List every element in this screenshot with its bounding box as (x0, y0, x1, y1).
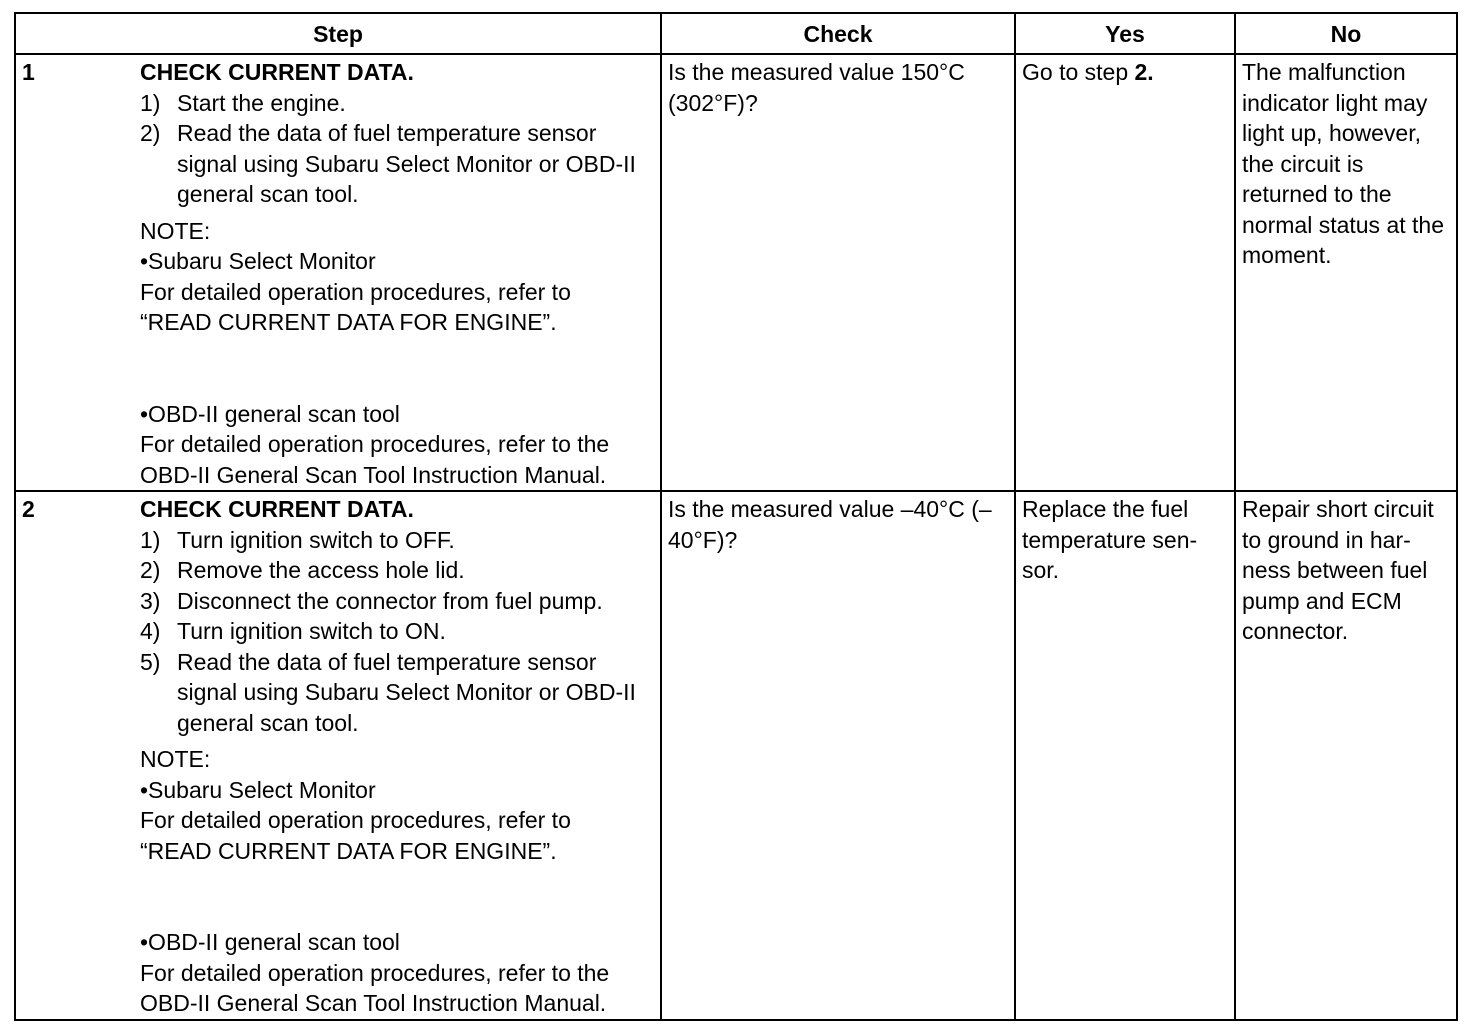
step-cell (15, 54, 661, 491)
step-number: 2 (22, 496, 35, 522)
yes-text (1016, 55, 1234, 88)
note-item-line: “READ CURRENT DATA FOR ENGINE”. (140, 309, 557, 335)
substep-number: 1) (140, 526, 161, 553)
note-item-line: For detailed operation procedures, refer to the (140, 959, 610, 986)
note-item-title: •Subaru Select Monitor (140, 248, 376, 274)
substep (140, 586, 656, 617)
note-item-line: For detailed operation procedures, refer to (140, 807, 571, 833)
note-label: NOTE: (140, 746, 211, 772)
yes-step-ref: 2. (1134, 59, 1154, 85)
no-cell (1235, 54, 1457, 491)
substep (140, 525, 656, 556)
note-item-title: •OBD-II general scan tool (140, 929, 400, 955)
substep (140, 88, 656, 119)
table-row (15, 491, 1457, 1020)
substep-text: Start the engine. (177, 89, 346, 116)
table-row (15, 54, 1457, 491)
substep-number: 4) (140, 618, 161, 644)
note-item-line: OBD-II General Scan Tool Instruction Manual. (140, 461, 607, 488)
yes-cell (1015, 491, 1235, 1020)
check-cell (661, 54, 1015, 491)
substep-text: Read the data of fuel temperature sensor signal using Subaru Select Monitor or OBD-II general scan tool. (177, 648, 636, 736)
note-item-title: •OBD-II general scan tool (140, 400, 400, 427)
note-label: NOTE: (140, 217, 211, 244)
note-item-line: For detailed operation procedures, refer to (140, 278, 571, 305)
substep-number: 5) (140, 648, 161, 675)
substep-text: Turn ignition switch to OFF. (177, 526, 455, 553)
substep-text: Read the data of fuel temperature sensor signal using Subaru Select Monitor or OBD-II general scan tool. (177, 120, 636, 207)
substep-text: Disconnect the connector from fuel pump. (177, 587, 603, 614)
step-title: CHECK CURRENT DATA. (140, 59, 414, 85)
note-item-title: •Subaru Select Monitor (140, 776, 376, 803)
note-item-line: OBD-II General Scan Tool Instruction Manual. (140, 990, 607, 1016)
substep (140, 647, 656, 739)
step-cell (15, 491, 661, 1020)
no-cell (1235, 491, 1457, 1020)
header-yes: Yes (1015, 13, 1235, 54)
check-text: Is the measured value 150°C (302°F)? (668, 59, 965, 116)
step-title: CHECK CURRENT DATA. (140, 496, 414, 522)
diagnostic-table (14, 12, 1458, 1021)
header-check: Check (661, 13, 1015, 54)
yes-text: Replace the fuel temperature sen-sor. (1022, 496, 1198, 583)
substep-number: 1) (140, 89, 161, 116)
substep-number: 2) (140, 557, 161, 583)
substep (140, 616, 656, 647)
yes-cell (1015, 54, 1235, 491)
substep-number: 3) (140, 587, 161, 614)
substep-number: 2) (140, 120, 161, 146)
header-no: No (1235, 13, 1457, 54)
substep (140, 555, 656, 586)
no-text: The malfunction indicator light may light up, however, the circuit is returned to the normal status at the moment. (1242, 59, 1444, 268)
yes-prefix: Go to step (1022, 59, 1135, 85)
substep (140, 118, 656, 210)
note-item-line: “READ CURRENT DATA FOR ENGINE”. (140, 837, 557, 864)
check-cell (661, 491, 1015, 1020)
note-item-line: For detailed operation procedures, refer to the (140, 431, 610, 457)
no-text: Repair short circuit to ground in har-ness between fuel pump and ECM connector. (1242, 496, 1434, 644)
note-block (140, 744, 656, 1019)
check-text: Is the measured value –40°C (–40°F)? (668, 496, 992, 553)
step-number: 1 (22, 59, 35, 85)
substep-text: Turn ignition switch to ON. (177, 618, 446, 644)
substep-text: Remove the access hole lid. (177, 557, 465, 583)
header-step: Step (15, 13, 661, 54)
header-row (15, 13, 1457, 54)
note-block (140, 216, 656, 491)
